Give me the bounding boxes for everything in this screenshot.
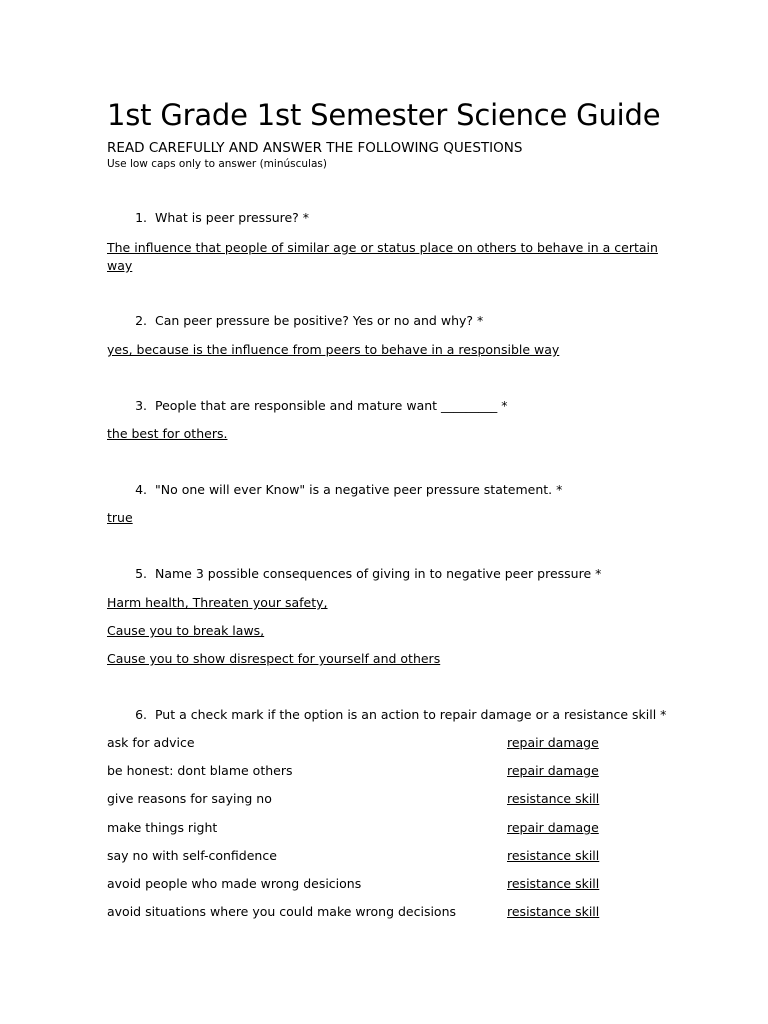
answer-2: yes, because is the influence from peers to behave in a responsible way: [107, 342, 560, 357]
question-number: 1.: [135, 210, 147, 225]
question-1: [107, 210, 309, 226]
answer-5-line-3: Cause you to show disrespect for yourself and others: [107, 651, 441, 666]
page-title: 1st Grade 1st Semester Science Guide: [107, 98, 661, 132]
question-6: [107, 707, 666, 723]
question-2: [107, 313, 483, 329]
answer-3: the best for others.: [107, 426, 228, 441]
option-label: say no with self-confidence: [107, 848, 277, 863]
option-label: give reasons for saying no: [107, 791, 272, 806]
question-text: What is peer pressure? *: [154, 210, 310, 225]
answer-5-line-1: Harm health, Threaten your safety,: [107, 595, 328, 610]
option-label: make things right: [107, 820, 218, 835]
question-text: Can peer pressure be positive? Yes or no and why? *: [154, 313, 484, 328]
answer-4: true: [107, 510, 133, 525]
question-number: 5.: [135, 566, 147, 581]
answer-1: The influence that people of similar age or status place on others to behave in a certain way: [107, 240, 658, 273]
option-category: resistance skill: [507, 904, 600, 919]
option-label: be honest: dont blame others: [107, 763, 293, 778]
question-number: 2.: [135, 313, 147, 328]
question-5: [107, 566, 601, 582]
answer-5-line-2: Cause you to break laws,: [107, 623, 265, 638]
question-3: [107, 398, 508, 414]
question-number: 3.: [135, 398, 147, 413]
question-text: Name 3 possible consequences of giving in to negative peer pressure *: [154, 566, 602, 581]
option-label: avoid situations where you could make wrong decisions: [107, 904, 457, 919]
question-text: Put a check mark if the option is an action to repair damage or a resistance skill *: [154, 707, 667, 722]
question-text: People that are responsible and mature want _________ *: [154, 398, 508, 413]
question-text: "No one will ever Know" is a negative peer pressure statement. *: [154, 482, 563, 497]
option-category: resistance skill: [507, 876, 600, 891]
option-category: repair damage: [507, 763, 599, 778]
option-category: repair damage: [507, 735, 599, 750]
option-category: resistance skill: [507, 848, 600, 863]
question-4: [107, 482, 562, 498]
page-subtitle: READ CAREFULLY AND ANSWER THE FOLLOWING QUESTIONS: [107, 140, 523, 156]
option-label: avoid people who made wrong desicions: [107, 876, 362, 891]
question-number: 4.: [135, 482, 147, 497]
option-label: ask for advice: [107, 735, 195, 750]
question-number: 6.: [135, 707, 147, 722]
option-category: repair damage: [507, 820, 599, 835]
option-category: resistance skill: [507, 791, 600, 806]
question-list: [107, 0, 707, 1024]
answer-instruction: Use low caps only to answer (minúsculas): [107, 158, 327, 170]
